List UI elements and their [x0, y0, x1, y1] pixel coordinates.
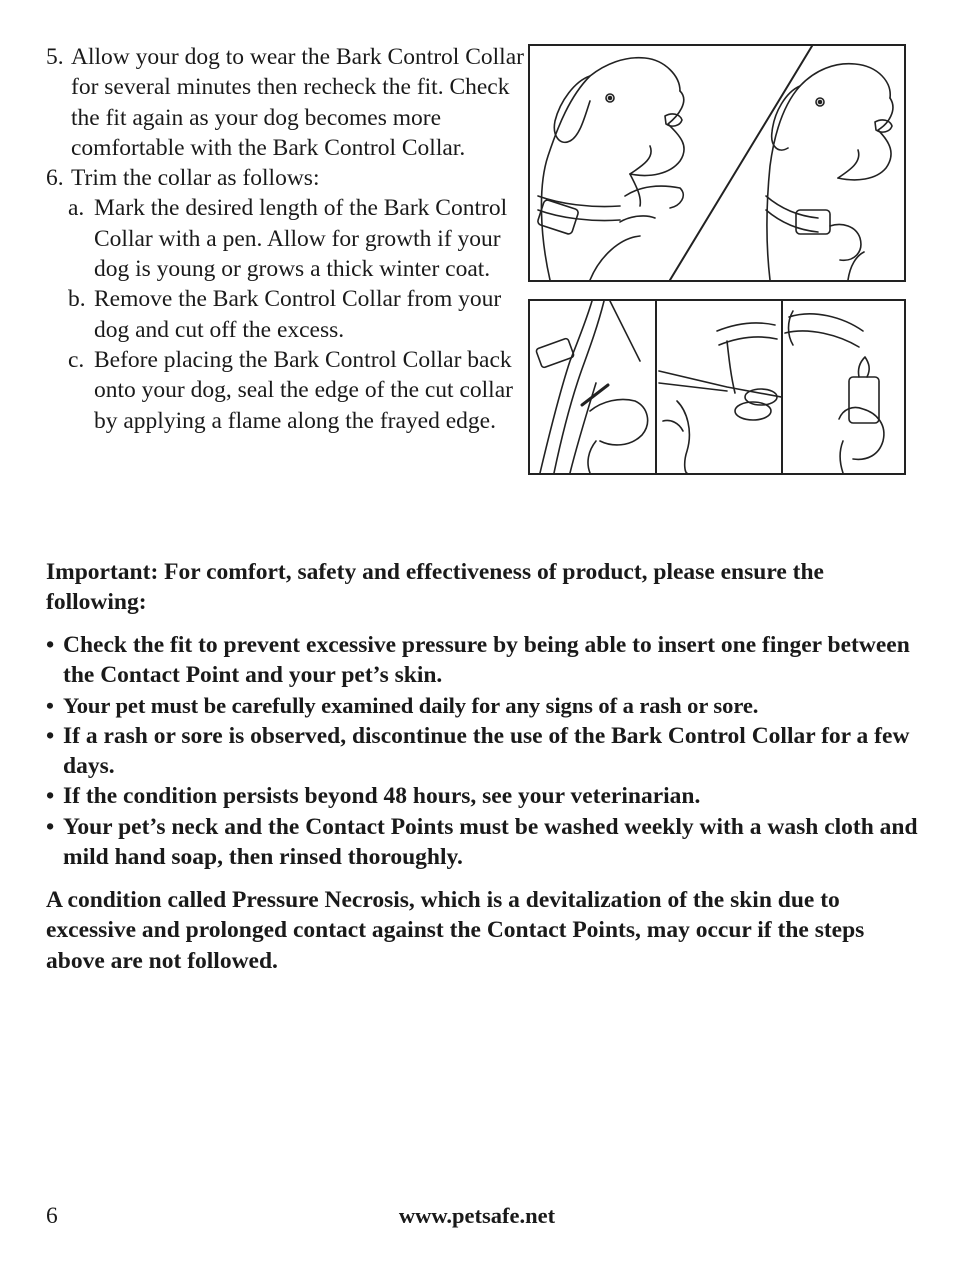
bullet-symbol: •: [46, 632, 55, 658]
substep-b: [46, 284, 526, 345]
step-text: Trim the collar as follows:: [71, 165, 320, 192]
substep-c: [46, 345, 526, 436]
bullet-text: Your pet must be carefully examined daily for any signs of a rash or sore.: [63, 692, 759, 718]
footer-url-link[interactable]: www.petsafe.net: [398, 1203, 556, 1228]
bullet-text: If a rash or sore is observed, discontinue the use of the Bark Control Collar for a few days.: [63, 722, 910, 780]
substep-text: Mark the desired length of the Bark Control Collar with a pen. Allow for growth if your dog is young or grows a thick winter coat.: [94, 195, 508, 283]
bullet-text: If the condition persists beyond 48 hours, see your veterinarian.: [63, 783, 701, 810]
bullet-symbol: •: [46, 783, 55, 810]
dog-collar-fitting-illustration-icon: [528, 44, 906, 282]
important-heading: Important: For comfort, safety and effectiveness of product, please ensure the following:: [46, 559, 824, 616]
bullet-text: Your pet’s neck and the Contact Points must be washed weekly with a wash cloth and mild hand soap, then rinsed thoroughly.: [63, 813, 918, 871]
step-text: Allow your dog to wear the Bark Control Collar for several minutes then recheck the fit. Check the fit again as your dog becomes more comfortable with the Bark Control Collar.: [71, 44, 524, 161]
step-number: 6.: [46, 165, 64, 192]
bullet-item: [46, 781, 926, 811]
collar-cutting-scissors-illustration-icon: [657, 301, 783, 473]
bullet-symbol: •: [46, 722, 55, 749]
substep-letter: a.: [68, 195, 85, 222]
bullet-symbol: •: [46, 813, 55, 840]
collar-sealing-lighter-illustration-icon: [783, 301, 904, 473]
bullet-item: [46, 721, 926, 782]
step-6: [46, 163, 526, 193]
substep-a: [46, 193, 526, 284]
substep-letter: b.: [68, 286, 86, 313]
substep-text: Before placing the Bark Control Collar back onto your dog, seal the edge of the cut collar by applying a flame along the frayed edge.: [94, 346, 513, 434]
step-number: 5.: [46, 44, 64, 70]
bullet-item: [46, 630, 926, 691]
instruction-steps: [46, 42, 526, 436]
bullet-text: Check the fit to prevent excessive pressure by being able to insert one finger between the Contact Point and your pet’s skin.: [63, 632, 910, 689]
substep-letter: c.: [68, 346, 85, 373]
bullet-item: [46, 691, 926, 721]
important-bullet-list: [46, 630, 926, 872]
step-5: [46, 42, 526, 163]
collar-trimming-steps: [528, 299, 906, 475]
page-number: 6: [46, 1203, 58, 1229]
bullet-item: [46, 812, 926, 873]
collar-marking-illustration-icon: [530, 301, 657, 473]
pressure-necrosis-warning: A condition called Pressure Necrosis, which is a devitalization of the skin due to excessive and prolonged contact against the Contact Points, may occur if the steps above are not followed.: [46, 887, 865, 974]
substep-text: Remove the Bark Control Collar from your dog and cut off the excess.: [94, 286, 502, 343]
bullet-symbol: •: [46, 692, 54, 718]
